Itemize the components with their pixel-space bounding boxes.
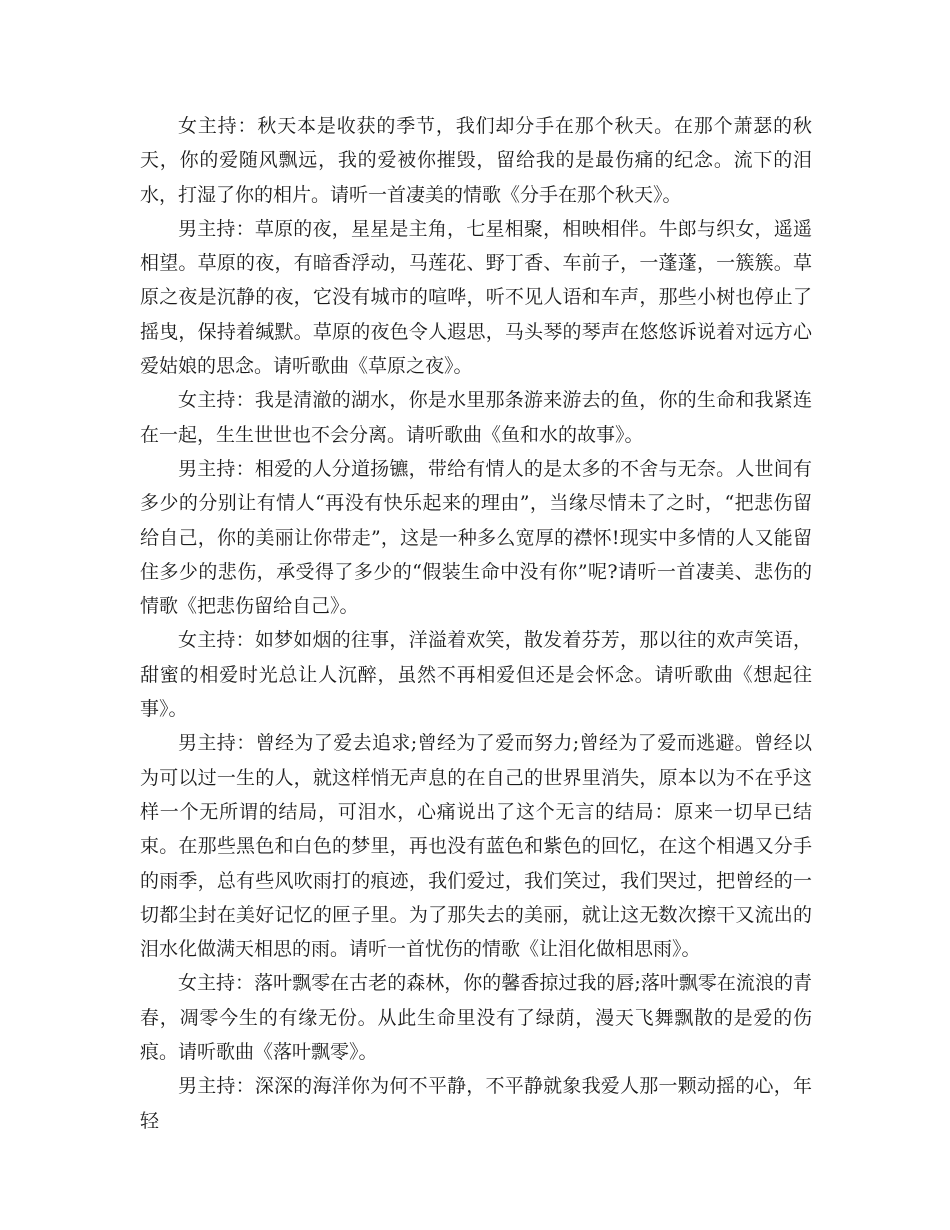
paragraph-7: 女主持：落叶飘零在古老的森林，你的馨香掠过我的唇;落叶飘零在流浪的青春，凋零今生的有缘无份。从此生命里没有了绿荫，漫天飞舞飘散的是爱的伤痕。请听歌曲《落叶飘零》。 [140,972,812,1064]
document-body [140,109,812,1138]
paragraph-5: 女主持：如梦如烟的往事，洋溢着欢笑，散发着芬芳，那以往的欢声笑语，甜蜜的相爱时光总让人沉醉，虽然不再相爱但还是会怀念。请听歌曲《想起往事》。 [140,629,812,721]
paragraph-1: 女主持：秋天本是收获的季节，我们却分手在那个秋天。在那个萧瑟的秋天，你的爱随风飘远，我的爱被你摧毁，留给我的是最伤痛的纪念。流下的泪水，打湿了你的相片。请听一首凄美的情歌《分手在那个秋天》。 [140,115,812,206]
paragraph-2: 男主持：草原的夜，星星是主角，七星相聚，相映相伴。牛郎与织女，遥遥相望。草原的夜，有暗香浮动，马莲花、野丁香、车前子，一蓬蓬，一簇簇。草原之夜是沉静的夜，它没有城市的喧哗，听不见人语和车声，那些小树也停止了摇曳，保持着缄默。草原的夜色令人遐思，马头琴的琴声在悠悠诉说着对远方心爱姑娘的思念。请听歌曲《草原之夜》。 [140,217,812,378]
paragraph-3: 女主持：我是清澈的湖水，你是水里那条游来游去的鱼，你的生命和我紧连在一起，生生世世也不会分离。请听歌曲《鱼和水的故事》。 [140,389,812,446]
paragraph-8: 男主持：深深的海洋你为何不平静，不平静就象我爱人那一颗动摇的心，年轻 [140,1075,812,1132]
paragraph-4: 男主持：相爱的人分道扬镳，带给有情人的是太多的不舍与无奈。人世间有多少的分别让有情人“再没有快乐起来的理由”，当缘尽情未了之时，“把悲伤留给自己，你的美丽让你带走”，这是一种多么宽厚的襟怀!现实中多情的人又能留住多少的悲伤，承受得了多少的“假装生命中没有你”呢?请听一首凄美、悲伤的情歌《把悲伤留给自己》。 [140,457,812,618]
paragraph-6: 男主持：曾经为了爱去追求;曾经为了爱而努力;曾经为了爱而逃避。曾经以为可以过一生的人，就这样悄无声息的在自己的世界里消失，原本以为不在乎这样一个无所谓的结局，可泪水，心痛说出了这个无言的结局：原来一切早已结束。在那些黑色和白色的梦里，再也没有蓝色和紫色的回忆，在这个相遇又分手的雨季，总有些风吹雨打的痕迹，我们爱过，我们笑过，我们哭过，把曾经的一切都尘封在美好记忆的匣子里。为了那失去的美丽，就让这无数次擦干又流出的泪水化做满天相思的雨。请听一首忧伤的情歌《让泪化做相思雨》。 [140,732,812,961]
